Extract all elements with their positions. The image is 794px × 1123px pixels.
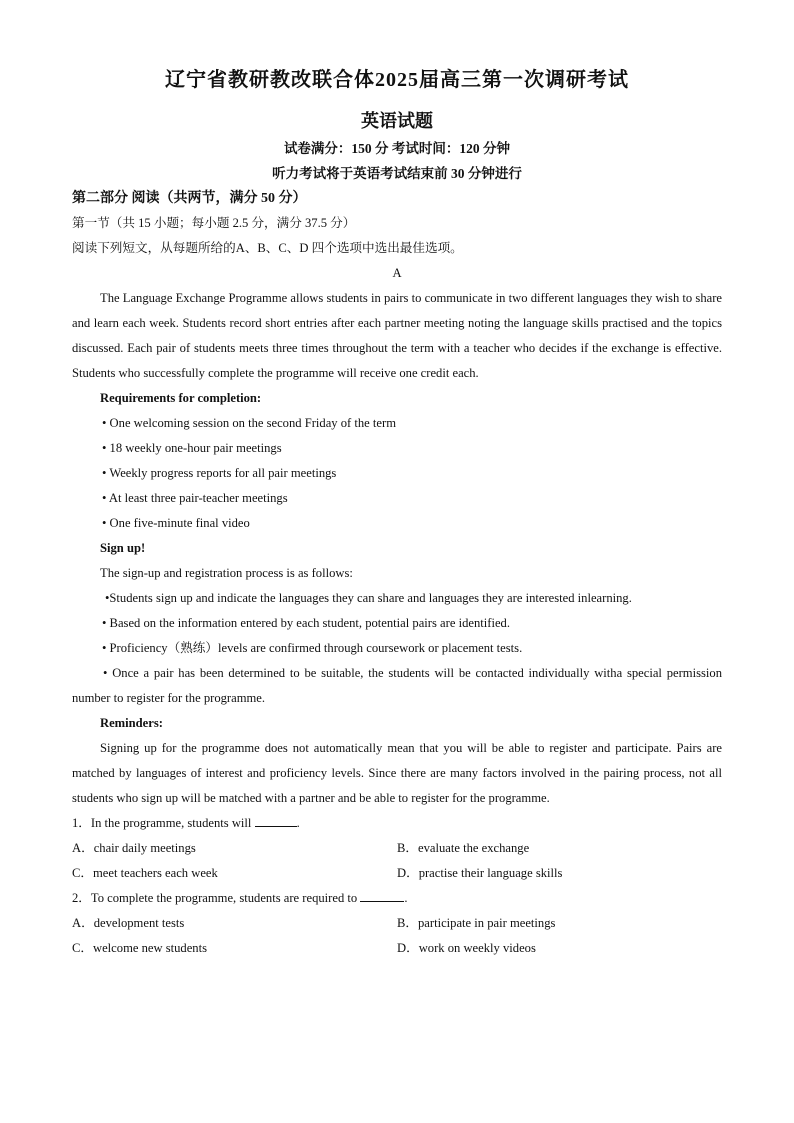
exam-subtitle: 英语试题 xyxy=(361,111,433,131)
section-subtitle: 第一节（共 15 小题；每小题 2.5 分，满分 37.5 分） xyxy=(72,216,356,230)
requirement-item: • Weekly progress reports for all pair meetings xyxy=(102,466,337,480)
option-d[interactable]: D．work on weekly videos xyxy=(397,941,536,955)
exam-title: 辽宁省教研教改联合体2025届高三第一次调研考试 xyxy=(165,69,629,91)
requirements-heading: Requirements for completion: xyxy=(100,391,262,405)
question-stem: 1．In the programme, students will xyxy=(72,816,252,830)
requirement-item: • At least three pair-teacher meetings xyxy=(102,491,288,505)
reminders-heading: Reminders: xyxy=(100,716,163,730)
answer-blank xyxy=(360,888,404,902)
question-stem: 2．To complete the programme, students are required to xyxy=(72,891,358,905)
reminders-text: Signing up for the programme does not automatically mean that you will be able to register and participate. Pairs are matched by languages of interest and proficiency levels. Since there are many factors involved in the pairing process, not all students who sign up will be matched with a partner and be able to register for the programme. xyxy=(72,741,722,805)
option-c[interactable]: C．meet teachers each week xyxy=(72,866,218,880)
passage-intro: The Language Exchange Programme allows students in pairs to communicate in two different languages they wish to share and learn each week. Students record short entries after each partner meeting noting the language skills practised and the topics discussed. Each pair of students meets three times throughout the term with a teacher who decides if the exchange is effective. Students who successfully complete the programme will receive one credit each. xyxy=(72,291,722,380)
option-c[interactable]: C．welcome new students xyxy=(72,941,208,955)
option-b[interactable]: B．participate in pair meetings xyxy=(397,916,556,930)
question-1-options-row-1 xyxy=(72,836,722,861)
question-stem-end: . xyxy=(404,891,408,905)
option-a[interactable]: A．development tests xyxy=(72,916,185,930)
signup-intro: The sign-up and registration process is as follows: xyxy=(100,566,353,580)
question-2-options-row-1 xyxy=(72,911,722,936)
signup-step: • Proficiency（熟练）levels are confirmed through coursework or placement tests. xyxy=(102,641,523,655)
listening-note: 听力考试将于英语考试结束前 30 分钟进行 xyxy=(272,166,522,181)
answer-blank xyxy=(255,813,297,827)
requirement-item: • One welcoming session on the second Friday of the term xyxy=(102,416,397,430)
question-stem-end: . xyxy=(296,816,300,830)
signup-step: • Based on the information entered by each student, potential pairs are identified. xyxy=(102,616,510,630)
requirement-item: • One five-minute final video xyxy=(102,516,250,530)
option-d[interactable]: D．practise their language skills xyxy=(397,866,563,880)
signup-step: •Students sign up and indicate the languages they can share and languages they are interested inlearning. xyxy=(105,591,632,605)
question-1 xyxy=(72,811,722,836)
exam-page xyxy=(72,66,722,961)
question-2-options-row-2 xyxy=(72,936,722,961)
exam-score-time: 试卷满分：150 分 考试时间：120 分钟 xyxy=(283,141,511,156)
option-b[interactable]: B．evaluate the exchange xyxy=(397,841,530,855)
question-2 xyxy=(72,886,722,911)
signup-heading: Sign up! xyxy=(100,541,146,555)
option-a[interactable]: A．chair daily meetings xyxy=(72,841,196,855)
signup-step: • Once a pair has been determined to be suitable, the students will be contacted individually witha special permission number to register for the programme. xyxy=(72,666,722,705)
section-instruction: 阅读下列短文，从每题所给的A、B、C、D 四个选项中选出最佳选项。 xyxy=(72,241,463,255)
question-1-options-row-2 xyxy=(72,861,722,886)
requirement-item: • 18 weekly one-hour pair meetings xyxy=(102,441,282,455)
part-title: 第二部分 阅读（共两节，满分 50 分） xyxy=(72,191,307,206)
passage-letter: A xyxy=(392,266,402,280)
